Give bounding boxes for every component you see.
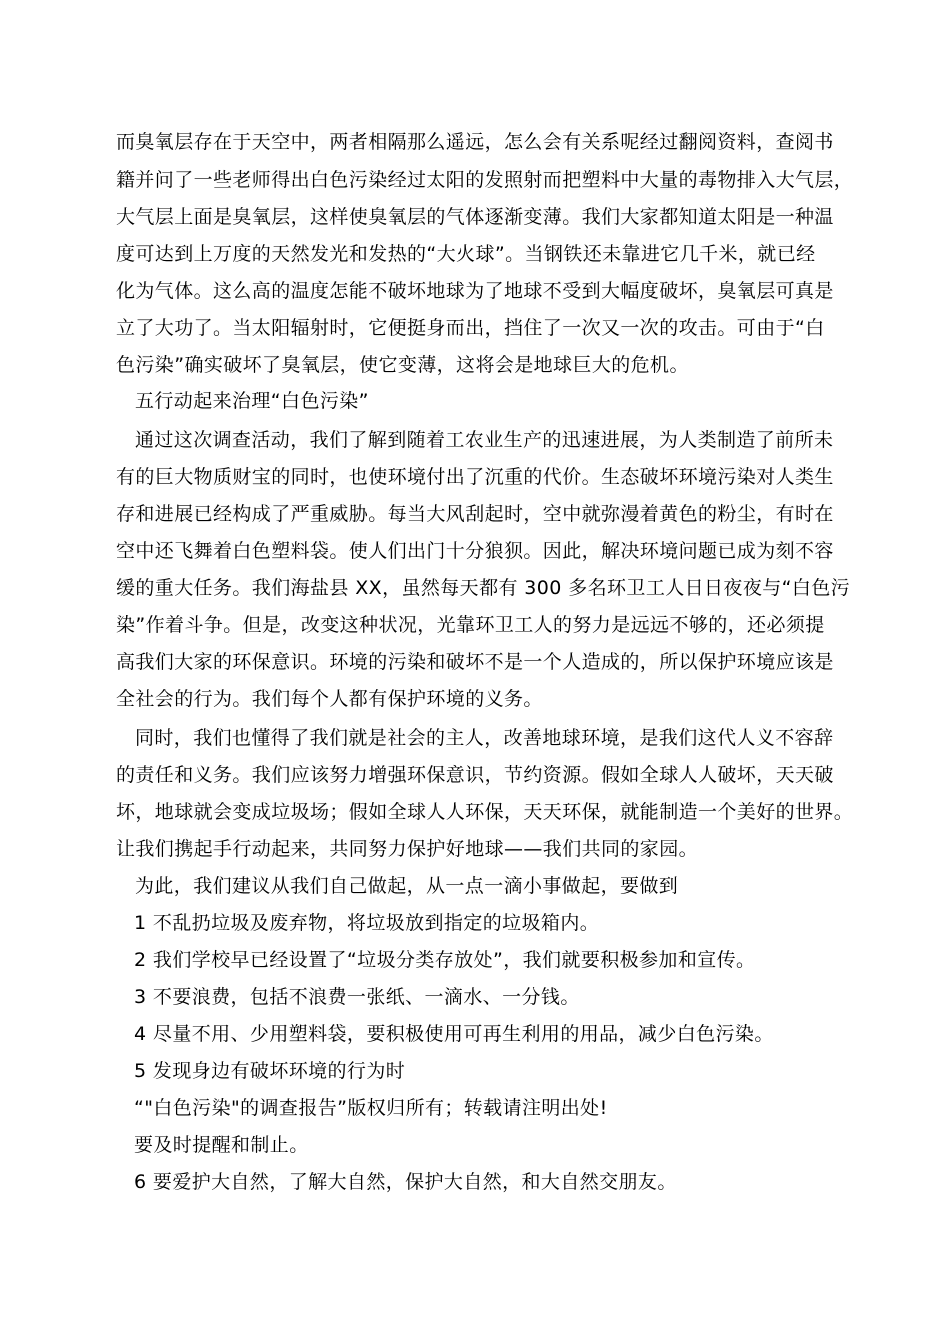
section-heading: 五行动起来治理“白色污染” xyxy=(135,390,369,412)
paragraph-line: 要及时提醒和制止。 xyxy=(134,1134,309,1156)
paragraph-line: 度可达到上万度的天然发光和发热的“大火球”。当钢铁还未靠进它几千米，就已经 xyxy=(116,243,816,265)
list-item: 3 不要浪费，包括不浪费一张纸、一滴水、一分钱。 xyxy=(134,986,580,1008)
paragraph-line: 而臭氧层存在于天空中，两者相隔那么遥远，怎么会有关系呢经过翻阅资料，查阅书 xyxy=(116,131,834,153)
paragraph-line: 化为气体。这么高的温度怎能不破坏地球为了地球不受到大幅度破坏，臭氧层可真是 xyxy=(116,280,834,302)
paragraph-line: 高我们大家的环保意识。环境的污染和破坏不是一个人造成的，所以保护环境应该是 xyxy=(116,651,834,673)
paragraph-line: 籍并问了一些老师得出白色污染经过太阳的发照射而把塑料中大量的毒物排入大气层， xyxy=(116,169,854,191)
paragraph-line: 立了大功了。当太阳辐射时，它便挺身而出，挡住了一次又一次的攻击。可由于“白 xyxy=(116,317,825,339)
paragraph-line: 有的巨大物质财宝的同时，也使环境付出了沉重的代价。生态破坏环境污染对人类生 xyxy=(116,466,834,488)
paragraph-line: 的责任和义务。我们应该努力增强环保意识，节约资源。假如全球人人破坏，天天破 xyxy=(116,764,834,786)
list-item: 5 发现身边有破坏环境的行为时 xyxy=(134,1060,406,1082)
list-item: 2 我们学校早已经设置了“垃圾分类存放处”，我们就要积极参加和宣传。 xyxy=(134,949,756,971)
paragraph-line: 坏，地球就会变成垃圾场；假如全球人人环保，天天环保，就能制造一个美好的世界。 xyxy=(116,801,854,823)
copyright-notice: “"白色污染"的调查报告”版权归所有；转载请注明出处! xyxy=(134,1097,608,1119)
paragraph-line: 为此，我们建议从我们自己做起，从一点一滴小事做起，要做到 xyxy=(135,875,679,897)
paragraph-line: 通过这次调查活动，我们了解到随着工农业生产的迅速进展，为人类制造了前所未 xyxy=(135,429,834,451)
list-item: 1 不乱扔垃圾及废弃物，将垃圾放到指定的垃圾箱内。 xyxy=(134,912,600,934)
paragraph-line: 色污染”确实破坏了臭氧层，使它变薄，这将会是地球巨大的危机。 xyxy=(116,354,689,376)
paragraph-line: 大气层上面是臭氧层，这样使臭氧层的气体逐渐变薄。我们大家都知道太阳是一种温 xyxy=(116,206,834,228)
paragraph-line: 全社会的行为。我们每个人都有保护环境的义务。 xyxy=(116,688,543,710)
paragraph-line: 空中还飞舞着白色塑料袋。使人们出门十分狼狈。因此，解决环境问题已成为刻不容 xyxy=(116,540,834,562)
paragraph-line: 同时，我们也懂得了我们就是社会的主人，改善地球环境，是我们这代人义不容辞 xyxy=(135,727,834,749)
paragraph-line: 让我们携起手行动起来，共同努力保护好地球——我们共同的家园。 xyxy=(116,838,699,860)
paragraph-line: 缓的重大任务。我们海盐县 XX，虽然每天都有 300 多名环卫工人日日夜夜与“白色污 xyxy=(116,577,851,599)
list-item: 6 要爱护大自然，了解大自然，保护大自然，和大自然交朋友。 xyxy=(134,1171,677,1193)
list-item: 4 尽量不用、少用塑料袋，要积极使用可再生利用的用品，减少白色污染。 xyxy=(134,1023,774,1045)
paragraph-line: 存和进展已经构成了严重威胁。每当大风刮起时，空中就弥漫着黄色的粉尘，有时在 xyxy=(116,503,834,525)
paragraph-line: 染”作着斗争。但是，改变这种状况，光靠环卫工人的努力是远远不够的，还必须提 xyxy=(116,614,825,636)
